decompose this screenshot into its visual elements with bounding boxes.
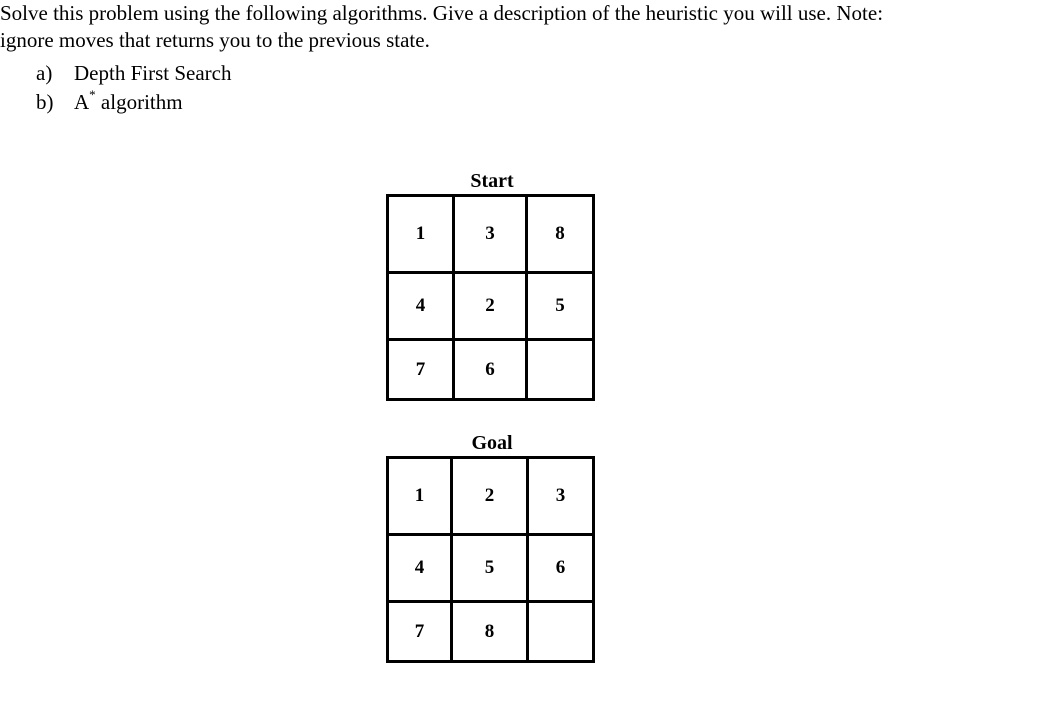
- algorithm-marker: a): [36, 61, 53, 85]
- grid-cell: 5: [452, 535, 528, 602]
- grid-row: [388, 535, 594, 602]
- grid-cell: 1: [388, 458, 452, 535]
- grid-cell: 8: [527, 196, 594, 273]
- grid-cell: 4: [388, 535, 452, 602]
- grid-cell: 7: [388, 340, 454, 400]
- algorithm-list: [36, 59, 231, 117]
- algorithm-item-astar: [36, 88, 231, 117]
- goal-title: Goal: [471, 432, 513, 454]
- grid-row: [388, 602, 594, 662]
- problem-instructions: [0, 0, 1058, 54]
- algorithm-label: [74, 88, 183, 117]
- instructions-line-2: ignore moves that returns you to the previous state.: [0, 28, 430, 52]
- grid-cell: 2: [452, 458, 528, 535]
- algorithm-label-star: *: [89, 87, 96, 102]
- start-puzzle-grid: [386, 194, 595, 401]
- grid-cell: 7: [388, 602, 452, 662]
- grid-row: [388, 196, 594, 273]
- algorithm-label-a: A: [74, 90, 90, 114]
- grid-row: [388, 273, 594, 340]
- goal-puzzle-grid: [386, 456, 595, 663]
- algorithm-label-suffix: algorithm: [95, 90, 183, 114]
- grid-cell: 1: [388, 196, 454, 273]
- grid-cell-blank: [527, 340, 594, 400]
- grid-cell: 6: [528, 535, 594, 602]
- algorithm-label: Depth First Search: [74, 61, 232, 85]
- grid-cell: 2: [454, 273, 527, 340]
- instructions-line-1: Solve this problem using the following algorithms. Give a description of the heuristic you will use. Note:: [0, 1, 884, 25]
- grid-row: [388, 340, 594, 400]
- grid-cell: 4: [388, 273, 454, 340]
- grid-row: [388, 458, 594, 535]
- start-title: Start: [470, 170, 514, 192]
- grid-cell-blank: [528, 602, 594, 662]
- grid-cell: 8: [452, 602, 528, 662]
- grid-cell: 6: [454, 340, 527, 400]
- grid-cell: 3: [528, 458, 594, 535]
- grid-cell: 3: [454, 196, 527, 273]
- grid-cell: 5: [527, 273, 594, 340]
- algorithm-marker: b): [36, 90, 54, 114]
- algorithm-item-dfs: [36, 59, 231, 88]
